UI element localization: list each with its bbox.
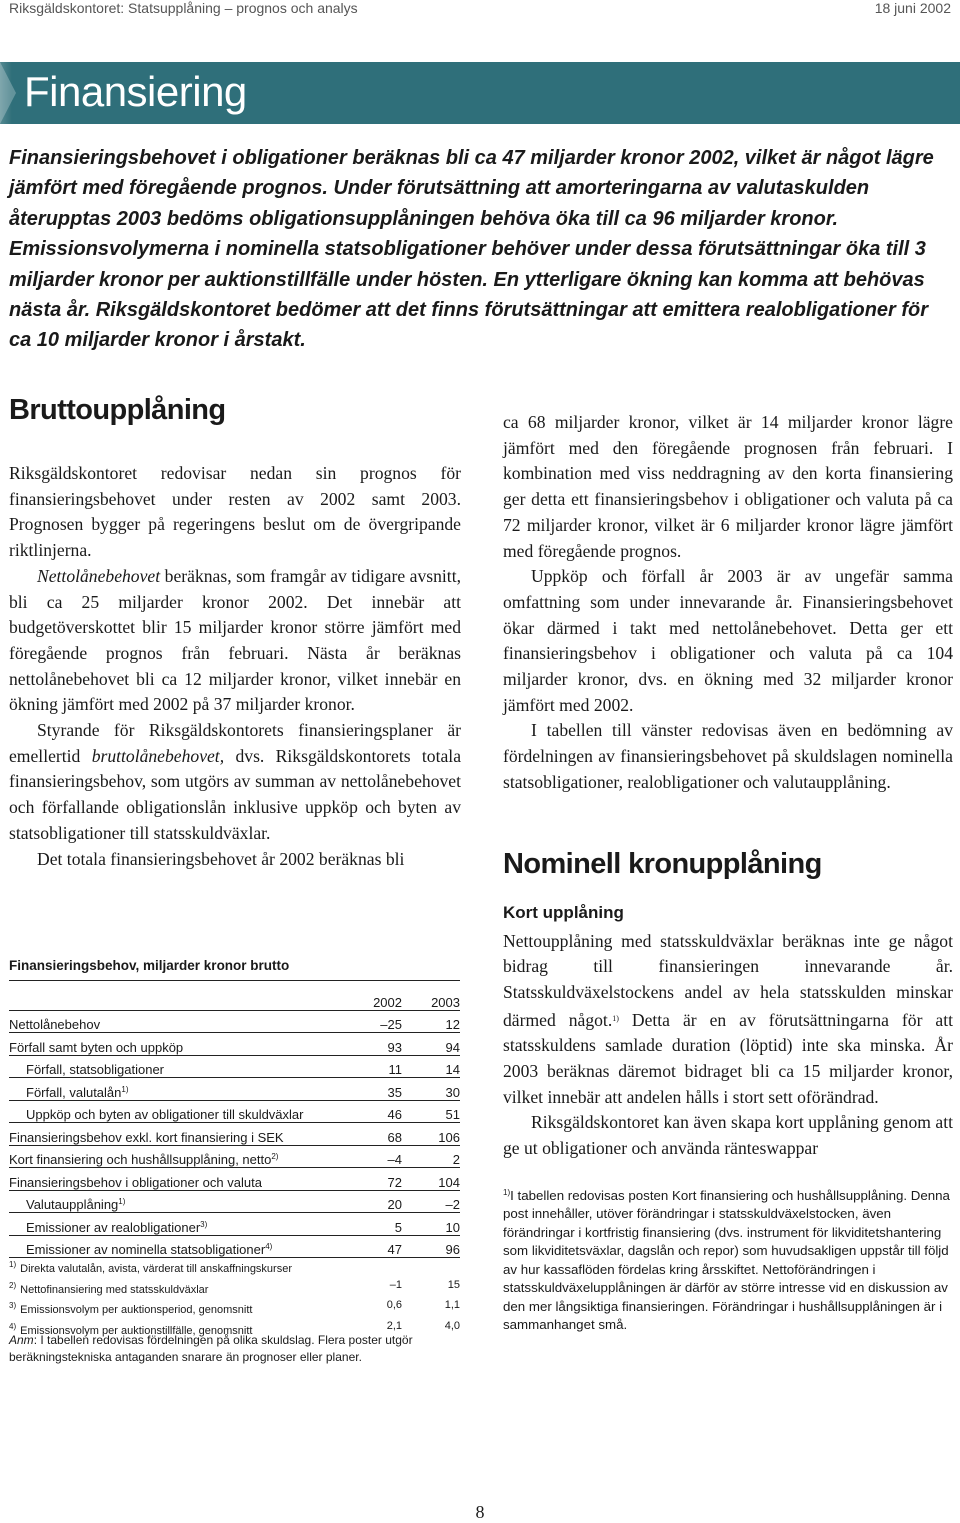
paragraph-text: Detta är en av förutsättningarna för att statsskuldens samlade duration (löptid) inte ska minska. År 2003 beräknas däremot bidraget bli ca 15 miljarder kronor, vilket innebär att andelen hålls i stort sett oförändrad.	[503, 1009, 953, 1107]
row-label	[9, 1078, 354, 1101]
left-body	[9, 461, 461, 872]
row-label	[9, 1100, 354, 1123]
row-label-text: Valutaupplåning	[26, 1197, 119, 1212]
emphasis: Nettolånebehovet	[37, 565, 161, 586]
table-row	[9, 1055, 460, 1078]
heading-bruttoupplaning: Bruttoupplåning	[9, 394, 226, 426]
row-label	[9, 1010, 354, 1033]
footnote-mark: 1)	[9, 1260, 17, 1269]
footnote-value-2003: 1,1	[444, 1299, 460, 1311]
footnote-value-2003	[402, 1257, 460, 1278]
left-column	[9, 394, 461, 872]
table-row	[9, 1033, 460, 1056]
table-row	[9, 1235, 460, 1258]
row-label	[9, 1235, 354, 1258]
value-2003: –2	[402, 1190, 460, 1213]
footnote	[503, 1184, 953, 1335]
footnote-label	[9, 1278, 354, 1299]
value-2003: 94	[402, 1033, 460, 1056]
footnote-mark: 1)	[503, 1187, 511, 1197]
row-label-text: Förfall, statsobligationer	[26, 1062, 165, 1077]
footnote-ref: 1)	[121, 1084, 129, 1094]
table-row	[9, 1168, 460, 1191]
footnote-label	[9, 1257, 354, 1278]
value-2002: 5	[354, 1213, 402, 1236]
footnote-value-2002	[354, 1257, 402, 1278]
paragraph-text: beräknas, som framgår av tidigare avsnitt, bli ca 25 miljarder kronor 2002. Det innebär att budgetöverskottet blir 15 miljarder kronor större jämfört med föregående prognos från februari. Nästa år beräknas nettolånebehovet bli ca 12 miljarder kronor, vilket innebär en ökning jämfört med 2002 på 37 miljarder kronor.	[9, 565, 461, 715]
footnote-value-2003: 4,0	[444, 1319, 460, 1332]
value-2003: 51	[402, 1100, 460, 1123]
footnote-ref: 2)	[271, 1152, 279, 1161]
value-2003: 14	[402, 1055, 460, 1078]
value-2002: 47	[354, 1235, 402, 1258]
table-row	[9, 1100, 460, 1123]
table-row	[9, 1123, 460, 1146]
row-label-text: Finansieringsbehov exkl. kort finansiering i SEK	[9, 1129, 284, 1145]
footnote-text: Emissionsvolym per auktionsperiod, genomsnitt	[20, 1304, 253, 1316]
value-2002: –25	[354, 1010, 402, 1033]
value-2002: 93	[354, 1033, 402, 1056]
table-header-empty	[9, 988, 354, 1010]
value-2003: 12	[402, 1010, 460, 1033]
row-label-text: Förfall, valutalån	[26, 1084, 122, 1100]
table-header-2002: 2002	[354, 988, 402, 1010]
footnote-value-2002: 0,6	[386, 1299, 402, 1311]
section-title: Finansiering	[24, 68, 247, 115]
paragraph: Uppköp och förfall år 2003 är av ungefär samma omfattning som under innevarande år. Finansieringsbehovet ökar därmed i takt med nettolånebehovet. Detta ger ett finansieringsbehov i obligationer och valuta på ca 104 miljarder kronor, dvs. en ökning med 32 miljarder kronor jämfört med 2002.	[503, 566, 953, 715]
row-label-text: Kort finansiering och hushållsupplåning, netto	[9, 1152, 272, 1167]
paragraph: Riksgäldskontoret redovisar nedan sin prognos för finansieringsbehovet under resten av 2002 samt 2003. Prognosen bygger på regeringens beslut om de övergripande riktlinjerna.	[9, 463, 461, 561]
value-2003: 104	[402, 1168, 460, 1191]
row-label	[9, 1168, 354, 1191]
row-label	[9, 1145, 354, 1168]
footnote-ref: 4)	[265, 1242, 273, 1251]
footnote-value-2002: 2,1	[386, 1319, 402, 1332]
footnote-text: I tabellen redovisas posten Kort finansiering och hushållsupplåning. Denna post innehåller, utöver förändringar i statsskuldväxelstocken, även förändringar i kortfristig finansiering (dvs. instrument för likviditetshantering som likviditetsväxlar, dagslån och repor) som huvudsakligen uppstår till följd av hur kassaflöden fördelas kring årsskiftet. Nettoförändringen i statsskuldväxelupplåningen är därför av större intresse vid en diskussion av den mer långsiktiga finansieringen. Förändringar i hushållsupplåningen är i sammanhanget små.	[503, 1187, 950, 1333]
row-label-text: Uppköp och byten av obligationer till skuldväxlar	[26, 1107, 304, 1122]
right-body	[503, 410, 953, 796]
row-label-text: Emissioner av realobligationer	[26, 1219, 201, 1235]
table-row	[9, 1010, 460, 1033]
footnote-mark: 4)	[9, 1321, 17, 1331]
right-body-2	[503, 929, 953, 1162]
row-label-text: Förfall samt byten och uppköp	[9, 1039, 184, 1055]
value-2002: 68	[354, 1123, 402, 1146]
value-2003: 2	[402, 1145, 460, 1168]
value-2003: 96	[402, 1235, 460, 1258]
value-2002: 20	[354, 1190, 402, 1213]
emphasis: bruttolånebehovet,	[91, 745, 225, 766]
table-row	[9, 1145, 460, 1168]
row-label-text: Emissioner av nominella statsobligationer	[26, 1242, 266, 1257]
row-label	[9, 1213, 354, 1236]
table-header-row	[9, 988, 460, 1010]
table-title-rule	[9, 980, 460, 981]
footnote-row	[9, 1278, 460, 1299]
paragraph-text: dvs. Riksgäldskontorets totala finansieringsbehov, som utgörs av summan av nettolånebehovet och förfallande obligationslån inklusive uppköp och byten av statsobligationer till statsskuldväxlar.	[9, 745, 461, 843]
value-2003: 30	[402, 1078, 460, 1101]
table-footnotes	[9, 1257, 460, 1339]
footnote-ref: 1)	[612, 1013, 619, 1023]
financing-table	[9, 988, 460, 1258]
footnote-value-2002: –1	[389, 1278, 402, 1291]
value-2002: –4	[354, 1145, 402, 1168]
table-row	[9, 1190, 460, 1213]
paragraph	[503, 929, 953, 1111]
footnote-text: Emissionsvolym per auktionstillfälle, genomsnitt	[20, 1324, 253, 1337]
table-note	[9, 1332, 460, 1366]
paragraph: I tabellen till vänster redovisas även en bedömning av fördelningen av finansieringsbehovet på skuldslagen nominella statsobligationer, realobligationer och valutaupplåning.	[503, 720, 953, 792]
paragraph: ca 68 miljarder kronor, vilket är 14 miljarder kronor lägre jämfört med den föregående prognosen från februari. I kombination med viss neddragning av den korta finansiering ger detta ett finansieringsbehov i obligationer och valuta på ca 72 miljarder kronor, vilket är 6 miljarder kronor lägre jämfört med föregående prognos.	[503, 412, 953, 561]
footnote-row	[9, 1257, 460, 1278]
note-label: Anm	[9, 1333, 34, 1347]
value-2003: 106	[402, 1123, 460, 1146]
right-column	[503, 410, 953, 1335]
footnote-text: Direkta valutalån, avista, värderat till anskaffningskurser	[20, 1263, 292, 1275]
value-2002: 11	[354, 1055, 402, 1078]
value-2002: 72	[354, 1168, 402, 1191]
value-2002: 46	[354, 1100, 402, 1123]
table-row	[9, 1213, 460, 1236]
footnote-ref: 3)	[200, 1219, 208, 1229]
footnote-mark: 2)	[9, 1280, 17, 1290]
footnote-ref: 1)	[118, 1197, 126, 1206]
footnote-value-2003: 15	[447, 1278, 460, 1291]
lead-paragraph: Finansieringsbehovet i obligationer beräknas bli ca 47 miljarder kronor 2002, vilket är något lägre jämfört med föregående prognos. Under förutsättning att amorteringarna av valutaskulden återupptas 2003 bedöms obligationsupplåningen behöva öka till ca 96 miljarder kronor. Emissionsvolymerna i nominella statsobligationer behöver under dessa förutsättningar öka till 3 miljarder kronor per auktionstillfälle under hösten. En ytterligare ökning kan komma att behövas nästa år. Riksgäldskontoret bedömer att det finns förutsättningar att emittera realobligationer för ca 10 miljarder kronor i årstakt.	[9, 147, 934, 352]
value-2002: 35	[354, 1078, 402, 1101]
table-title: Finansieringsbehov, miljarder kronor brutto	[9, 958, 290, 973]
subheading-kort-upplaning: Kort upplåning	[503, 902, 624, 922]
paragraph	[9, 718, 461, 847]
value-2003: 10	[402, 1213, 460, 1236]
footnote-row	[9, 1298, 460, 1319]
row-label	[9, 1055, 354, 1078]
section-banner	[0, 62, 960, 124]
heading-nominell-kronupplaning: Nominell kronupplåning	[503, 847, 822, 880]
paragraph: Det totala finansieringsbehovet år 2002 beräknas bli	[37, 848, 405, 869]
paragraph: Riksgäldskontoret kan även skapa kort upplåning genom att ge ut obligationer och använda ränteswappar	[503, 1112, 953, 1159]
row-label	[9, 1123, 354, 1146]
note-text: : I tabellen redovisas fördelningen på olika skuldslag. Flera poster utgör beräkningstekniska antaganden snarare än prognoser eller planer.	[9, 1333, 413, 1364]
page-number: 8	[475, 1502, 485, 1522]
footnote-label	[9, 1298, 354, 1319]
footnote-mark: 3)	[9, 1301, 17, 1310]
row-label	[9, 1190, 354, 1213]
row-label	[9, 1033, 354, 1056]
paragraph	[9, 564, 461, 718]
table-row	[9, 1078, 460, 1101]
document-header-title: Riksgäldskontoret: Statsupplåning – prognos och analys	[9, 0, 358, 16]
row-label-text: Finansieringsbehov i obligationer och valuta	[9, 1174, 262, 1190]
table-header-2003: 2003	[402, 988, 460, 1010]
paragraph-text: Styrande för Riksgäldskontorets finansieringsplaner är emellertid	[9, 720, 461, 766]
paragraph-text: Nettoupplåning med statsskuldväxlar beräknas inte ge något bidrag till finansieringen innevarande år. Statsskuldväxelstockens andel av hela statsskulden minskar därmed något.	[503, 930, 953, 1030]
footnote-text: Nettofinansiering med statsskuldväxlar	[20, 1283, 209, 1296]
document-header-date: 18 juni 2002	[874, 0, 951, 16]
row-label-text: Nettolånebehov	[9, 1017, 101, 1032]
banner-chevron-icon	[0, 62, 16, 124]
